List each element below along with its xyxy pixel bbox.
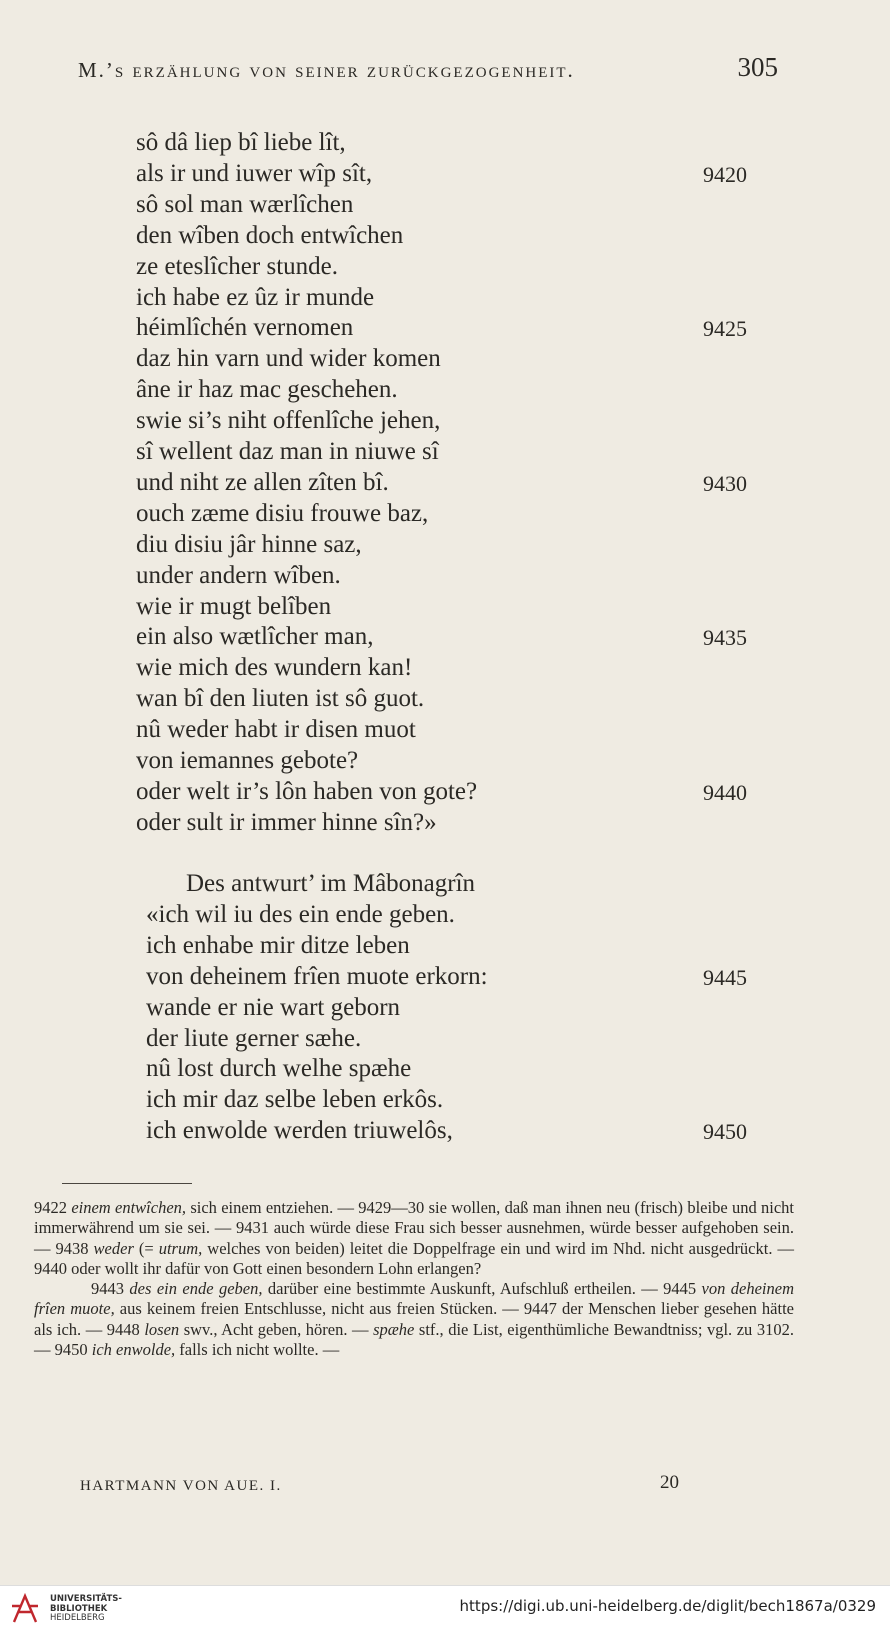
verse-line: ich enhabe mir ditze leben <box>146 931 410 959</box>
verse-line: wie ir mugt belîben <box>136 592 332 620</box>
verse-line: ich habe ez ûz ir munde <box>136 283 375 311</box>
verse-line: nû weder habt ir disen muot <box>136 716 416 744</box>
footnote-paragraph-2: 9443 des ein ende geben, darüber eine bestimmte Auskunft, Aufschluß ertheilen. — 9445 von deheinem frîen muote, aus keinem freien Entschlusse, nicht aus freien Stücken. — 9447 der Menschen lieber gesehen hätte als ich. — 9448 losen swv., Acht geben, hören. — spæhe stf., die List, eigenthümliche Bewandtniss; vgl. zu 3102. — 9450 ich enwolde, falls ich nicht wollte. — <box>34 1279 794 1360</box>
verse-line: swie si’s niht offenlîche jehen, <box>136 407 441 435</box>
verse-line: sî wellent daz man in niuwe sî <box>136 438 439 465</box>
verse-line: und niht ze allen zîten bî. <box>136 468 389 496</box>
signature-line <box>80 1472 780 1495</box>
verse-line: wie mich des wundern kan! <box>136 654 413 682</box>
verse-line: ze eteslîcher stunde. <box>136 252 338 280</box>
verse-line: «ich wil iu des ein ende geben. <box>146 900 455 928</box>
verse-number: 9435 <box>703 625 747 651</box>
university-library-logo-icon[interactable] <box>10 1592 40 1624</box>
verse-line: als ir und iuwer wîp sît, <box>136 159 373 187</box>
verse-line: den wîben doch entwîchen <box>136 221 404 249</box>
footnote-rule <box>62 1183 192 1184</box>
verse-line: ein also wætlîcher man, <box>136 623 374 651</box>
verse-line: sô sol man wærlîchen <box>136 190 354 218</box>
verse-number: 9445 <box>703 964 747 990</box>
verse-number: 9450 <box>703 1119 747 1145</box>
verse-line: ouch zæme disiu frouwe baz, <box>136 499 429 527</box>
library-name[interactable]: UNIVERSITÄTS- BIBLIOTHEK HEIDELBERG <box>50 1594 122 1623</box>
running-head-title: M.’s erzählung von seiner zurückgezogenheit. <box>78 58 575 82</box>
book-signature: HARTMANN VON AUE. I. <box>80 1478 282 1494</box>
verse-line: héimlîchén vernomen <box>136 314 354 342</box>
permalink-url[interactable]: https://digi.ub.uni-heidelberg.de/diglit/bech1867a/0329 <box>459 1597 876 1615</box>
verse-line: nû lost durch welhe spæhe <box>146 1055 412 1083</box>
verse-line: ich mir daz selbe leben erkôs. <box>146 1086 444 1114</box>
verse-line: oder sult ir immer hinne sîn?» <box>136 808 437 836</box>
footnote-paragraph-1: 9422 einem entwîchen, sich einem entziehen. — 9429—30 sie wollen, daß man ihnen neu (frisch) bleibe und nicht immerwährend um sie sei. — 9431 auch würde diese Frau sich besser ausnehmen, würde besser aufgehoben sein. — 9438 weder (= utrum, welches von beiden) leitet die Doppelfrage ein und wird im Nhd. nicht ausgedrückt. — 9440 oder wollt ihr dafür von Gott einen besondern Lohn erlangen? <box>34 1198 795 1278</box>
verse-line: under andern wîben. <box>136 561 341 589</box>
verse-number: 9430 <box>703 470 747 496</box>
viewer-footer-bar <box>0 1585 890 1629</box>
verse-line: daz hin varn und wider komen <box>136 345 441 373</box>
verse-line: oder welt ir’s lôn haben von gote? <box>136 777 478 805</box>
verse-number: 9425 <box>703 316 747 342</box>
verse-line: der liute gerner sæhe. <box>146 1024 362 1052</box>
signature-mark: 20 <box>660 1472 679 1493</box>
footnotes <box>34 1198 794 1360</box>
page-number: 305 <box>737 52 778 82</box>
verse-line: von deheinem frîen muote erkorn: <box>146 962 488 990</box>
verse-line: âne ir haz mac geschehen. <box>136 376 398 404</box>
verse-line: sô dâ liep bî liebe lît, <box>136 129 346 156</box>
verse-line: ich enwolde werden triuwelôs, <box>146 1117 453 1145</box>
running-head <box>78 52 778 83</box>
verse-line: von iemannes gebote? <box>136 747 359 774</box>
verse-line: wan bî den liuten ist sô guot. <box>136 685 425 713</box>
verse-number: 9420 <box>703 161 747 187</box>
verse-line: Des antwurt’ im Mâbonagrîn <box>186 870 476 897</box>
verse-number: 9440 <box>703 779 747 805</box>
verse-line: diu disiu jâr hinne saz, <box>136 530 362 558</box>
verse-line: wande er nie wart geborn <box>146 993 401 1021</box>
